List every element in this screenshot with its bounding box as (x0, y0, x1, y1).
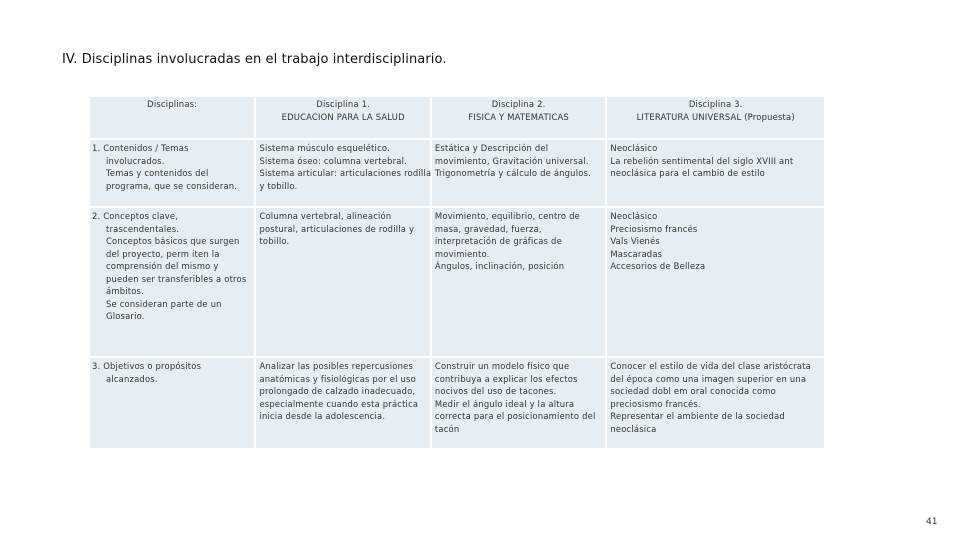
disciplines-table (88, 95, 826, 450)
cell-line: La rebelión sentimental del siglo XVIII ant (610, 155, 794, 166)
cell-line: especialmente cuando esta práctica (259, 398, 419, 409)
cell-line: del época como una imagen superior en una (610, 373, 807, 384)
cell-line: Se consideran parte de un (106, 298, 222, 309)
cell-line: Sistema óseo: columna vertebral. (259, 155, 407, 166)
cell-line: Columna vertebral, alineación (259, 211, 392, 221)
cell-line: prolongado de calzado inadecuado, (259, 386, 416, 396)
cell-line: ámbitos. (106, 286, 144, 296)
table-cell (607, 140, 824, 206)
cell-line: sociedad dobl em oral conocida como (610, 386, 776, 396)
cell-line: comprensión del mismo y (106, 261, 219, 271)
cell-line: movimiento, Gravitación universal. (434, 155, 589, 166)
cell-line: tobillo. (259, 236, 290, 246)
cell-line: Movimiento, equilibrio, centro de (434, 211, 580, 221)
cell-line: Neoclásico (610, 211, 658, 221)
cell-line: 1. Contenidos / Temas (92, 143, 189, 153)
cell-line: pueden ser transferibles a otros (106, 273, 247, 284)
cell-line: interpretación de gráficas de (434, 236, 562, 246)
header-line: Disciplina 3. (688, 99, 743, 109)
row-label-cell (90, 358, 254, 448)
header-disciplinas (90, 97, 254, 138)
table-cell (607, 358, 824, 448)
cell-line: postural, articulaciones de rodilla y (259, 223, 415, 234)
cell-line: Vals Vienés (610, 236, 660, 246)
header-disciplina-2 (432, 97, 605, 138)
table-cell (256, 140, 432, 206)
cell-line: neoclásica para el cambio de estilo (610, 168, 765, 178)
page-number: 41 (926, 517, 938, 527)
header-line: LITERATURA UNIVERSAL (Propuesta) (636, 111, 795, 122)
cell-line: neoclásica (610, 423, 657, 434)
cell-line: 3. Objetivos o propósitos (92, 361, 202, 371)
cell-line: movimiento. (434, 248, 490, 259)
cell-line: nocivos del uso de tacones. (434, 386, 557, 396)
table-cell (432, 358, 605, 448)
cell-line: y tobillo. (259, 180, 298, 191)
table-cell (432, 208, 605, 356)
header-line: EDUCACION PARA LA SALUD (281, 111, 405, 122)
row-label-cell (90, 140, 254, 206)
cell-line: Glosario. (106, 311, 145, 321)
header-line: Disciplina 1. (316, 99, 371, 109)
cell-line: Representar el ambiente de la sociedad (610, 411, 785, 421)
slide-title: IV. Disciplinas involucradas en el trabajo interdisciplinario. (62, 52, 447, 67)
cell-line: correcta para el posicionamiento del (434, 411, 596, 421)
cell-line: alcanzados. (106, 373, 158, 384)
cell-line: Conceptos básicos que surgen (106, 236, 240, 246)
cell-line: Sistema articular: articulaciones rodilla (259, 168, 432, 178)
table-cell (256, 358, 429, 448)
table-cell (432, 140, 605, 206)
header-line: Disciplinas: (147, 99, 198, 109)
cell-line: 2. Conceptos clave, (92, 211, 179, 221)
cell-line: inicia desde la adolescencia. (259, 411, 386, 421)
cell-line: contribuya a explicar los efectos (434, 373, 578, 384)
header-disciplina-1 (256, 97, 429, 138)
header-line: Disciplina 2. (491, 99, 546, 109)
cell-line: programa, que se consideran. (106, 180, 238, 191)
table-cell (256, 208, 429, 356)
cell-line: Conocer el estilo de vida del clase aristócrata (610, 361, 811, 371)
header-disciplina-3 (607, 97, 824, 138)
row-label-cell (90, 208, 254, 356)
cell-line: masa, gravedad, fuerza, (434, 223, 542, 234)
cell-line: Medir el ángulo ideal y la altura (434, 398, 575, 409)
cell-line: Preciosismo francés (610, 223, 698, 234)
table-row-objetivos (90, 358, 824, 448)
header-line: FISICA Y MATEMATICAS (468, 111, 569, 122)
cell-line: Accesorios de Belleza (610, 261, 706, 271)
cell-line: Estática y Descripción del (434, 143, 549, 153)
cell-line: Analizar las posibles repercusiones (259, 361, 414, 371)
cell-line: Temas y contenidos del (106, 168, 209, 178)
table-header-row (90, 97, 824, 138)
cell-line: preciosismo francés. (610, 398, 701, 409)
cell-line: tacón (434, 423, 460, 434)
cell-line: del proyecto, perm iten la (106, 248, 220, 259)
table-row-contenidos (90, 140, 824, 206)
cell-line: Construir un modelo físico que (434, 361, 570, 371)
cell-line: Neoclásico (610, 143, 658, 153)
cell-line: involucrados. (106, 155, 165, 166)
cell-line: anatómicas y fisiológicas por el uso (259, 373, 416, 384)
table-row-conceptos (90, 208, 824, 356)
cell-line: Sistema músculo esquelético. (259, 143, 390, 153)
cell-line: Trigonometría y cálculo de ángulos. (434, 168, 591, 178)
cell-line: Ángulos, inclinación, posición (434, 261, 565, 271)
cell-line: Mascaradas (610, 248, 663, 259)
table-cell (607, 208, 824, 356)
cell-line: trascendentales. (106, 223, 180, 234)
